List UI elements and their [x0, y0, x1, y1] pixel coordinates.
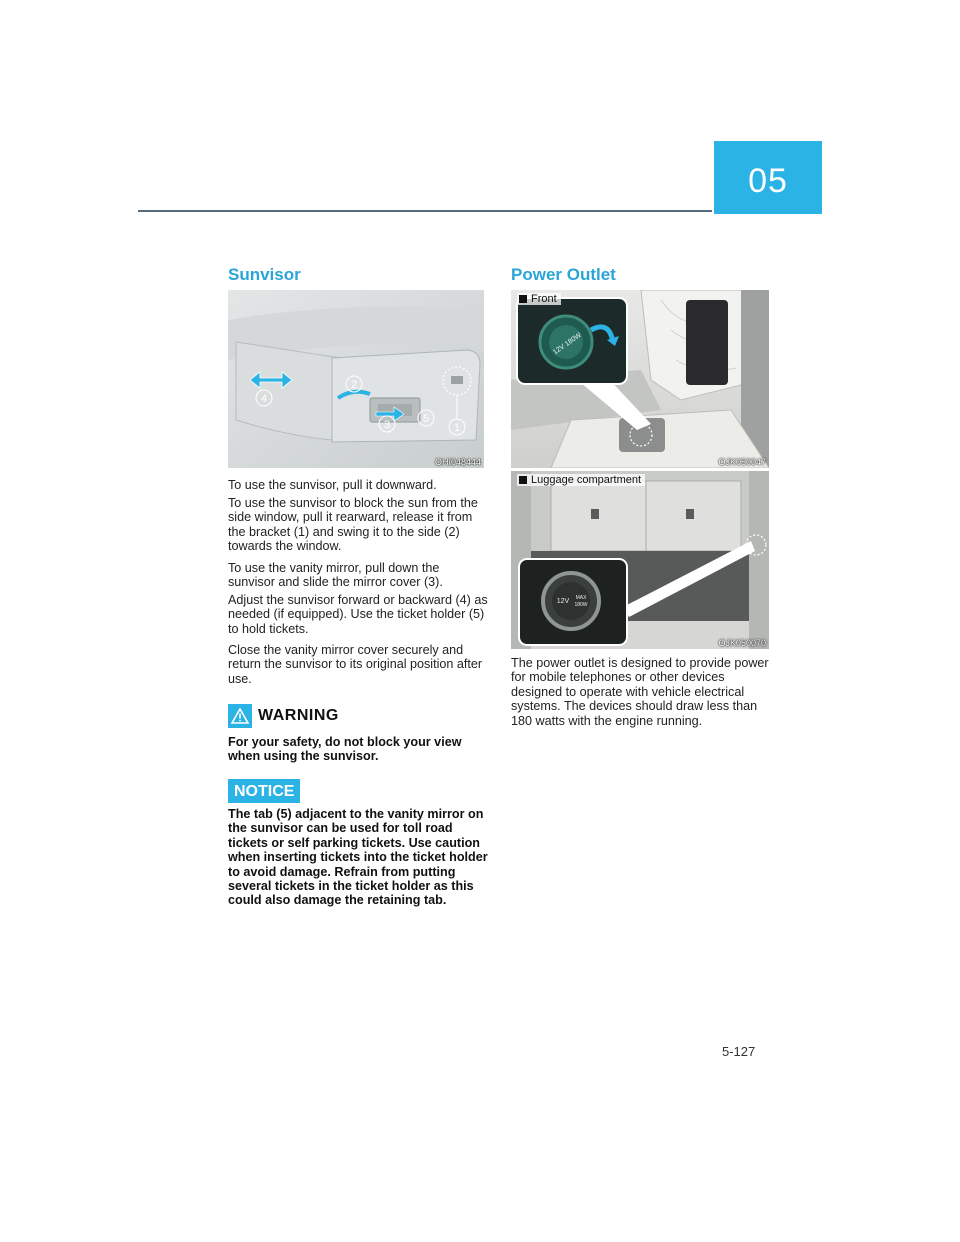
front-outlet-label: 12V 180W — [552, 331, 583, 357]
callout-2: 2 — [350, 379, 358, 391]
figure-code: OJK050070 — [718, 638, 766, 648]
chapter-tab: 05 — [714, 141, 822, 214]
bullet-square-icon — [519, 295, 527, 303]
page-number: 5-127 — [722, 1044, 756, 1059]
header-rule — [138, 210, 712, 212]
callout-3: 3 — [383, 419, 391, 431]
luggage-outlet-max: MAX — [575, 595, 587, 601]
sunvisor-illustration — [228, 290, 484, 468]
bullet-square-icon — [519, 476, 527, 484]
sunvisor-title: Sunvisor — [228, 265, 301, 284]
luggage-outlet-illustration — [511, 471, 769, 649]
figure-code: OJK050047 — [718, 457, 766, 467]
power-outlet-title: Power Outlet — [511, 265, 616, 284]
notice-text: The tab (5) adjacent to the vanity mirror on the sunvisor can be used for toll road tickets or self parking tickets. Use caution when inserting tickets into the ticket holder to avoid damage. Refrain from putting several tickets in the ticket holder as this could also damage the retaining tab. — [228, 807, 488, 908]
luggage-tag-label: Luggage compartment — [531, 474, 642, 486]
warning-icon — [228, 704, 252, 728]
sunvisor-paragraph-4: Adjust the sunvisor forward or backward (4) as needed (if equipped). Use the ticket holder (5) to hold tickets. — [228, 593, 488, 636]
callout-1: 1 — [453, 422, 461, 434]
luggage-figure-tag — [517, 474, 645, 486]
front-figure-tag — [517, 293, 561, 305]
warning-text: For your safety, do not block your view when using the sunvisor. — [228, 735, 462, 764]
front-outlet-illustration — [511, 290, 769, 468]
sunvisor-paragraph-3: To use the vanity mirror, pull down the sunvisor and slide the mirror cover (3). — [228, 561, 443, 590]
power-outlet-paragraph: The power outlet is designed to provide power for mobile telephones or other devices designed to operate with vehicle electrical systems. The devices should draw less than 180 watts with the engine running. — [511, 656, 769, 728]
figure-code: OHI048444 — [434, 457, 481, 467]
front-outlet-figure — [511, 290, 769, 468]
warning-label: WARNING — [258, 707, 339, 724]
warning-heading — [228, 704, 339, 728]
notice-badge: NOTICE — [228, 779, 300, 803]
luggage-outlet-voltage: 12V — [556, 598, 570, 605]
front-tag-label: Front — [531, 293, 557, 305]
sunvisor-paragraph-2: To use the sunvisor to block the sun from the side window, pull it rearward, release it from the bracket (1) and swing it to the side (2) towards the window. — [228, 496, 478, 554]
luggage-outlet-watts: 180W — [574, 602, 588, 608]
sunvisor-paragraph-5: Close the vanity mirror cover securely and return the sunvisor to its original position after use. — [228, 643, 483, 686]
callout-5: 5 — [422, 413, 430, 425]
luggage-outlet-figure — [511, 471, 769, 649]
sunvisor-paragraph-1: To use the sunvisor, pull it downward. — [228, 478, 437, 492]
callout-4: 4 — [260, 393, 268, 405]
sunvisor-figure — [228, 290, 484, 468]
